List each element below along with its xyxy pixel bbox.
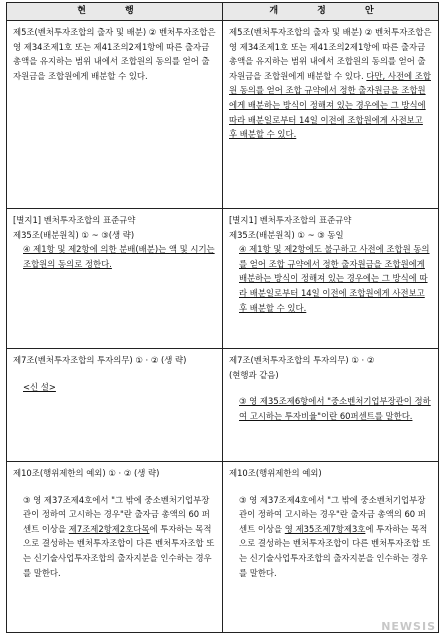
row4-revised-body: [229, 493, 433, 581]
row4-revised-body-b: 에 투자하는 목적으로 결성하는 벤처투자조합이 다른 벤처투자조합 또는 신기술사업투자조합의 출자지분을 인수하는 경우를 말한다.: [239, 523, 431, 578]
watermark-logo: NEWSIS: [381, 620, 436, 633]
row4-current-body-amended: 제7조제2항제2호다목: [68, 523, 150, 534]
row2-current-body: ④ 제1항 및 제2항에 의한 분배(배분)는 액 및 시기는 조합원의 동의로 정한다.: [23, 244, 215, 269]
row2-current-title: [별지1] 벤처투자조합의 표준규약: [13, 215, 136, 225]
row4-revised-cell: [223, 462, 439, 633]
row3-revised-cell: [223, 349, 439, 462]
row4-current-cell: [7, 462, 223, 633]
row3-current-cell: [7, 349, 223, 462]
row2-current-sub: 제35조(배분원칙) ① ~ ③(생 략): [13, 229, 135, 240]
header-row: [7, 3, 439, 21]
row4-current-body-b: 에 투자하는 목적으로 결성하는 벤처투자조합이 다른 벤처투자조합 또는 신기술사업투자조합의 출자지분을 인수하는 경우를 말한다.: [23, 523, 215, 578]
row1-revised-amendment: 다만, 사전에 조합원 동의를 얻어 조합 규약에서 정한 출자원금을 조합원에게 배분하는 방식이 정해져 있는 경우에는 그 방식에 따라 배분일로부터 14일 이전에 조합원에게 사전보고 후 배분할 수 있다.: [229, 70, 431, 140]
row2-revised-title: [별지1] 벤처투자조합의 표준규약: [229, 215, 352, 225]
row3-revised-same: (현행과 같음): [229, 369, 279, 380]
header-revised: 개 정 안: [223, 3, 439, 21]
comparison-table: [6, 2, 439, 633]
row3-current-title: 제7조(벤처투자조합의 투자의무) ① · ② (생 략): [13, 355, 187, 365]
row4-revised-body-amended: 영 제35조제7항제3호: [284, 523, 366, 534]
table-row: [7, 209, 439, 349]
table-row: [7, 349, 439, 462]
row1-revised-cell: [223, 21, 439, 209]
row4-revised-title: 제10조(행위제한의 예외): [229, 468, 322, 478]
row3-current-new: <신 설>: [23, 381, 56, 392]
row2-revised-cell: [223, 209, 439, 349]
row4-current-title: 제10조(행위제한의 예외) ① · ② (생 략): [13, 468, 160, 478]
table-row: [7, 462, 439, 633]
row4-current-body: [13, 493, 217, 581]
row2-revised-body: ④ 제1항 및 제2항에도 불구하고 사전에 조합원 동의를 얻어 조합 규약에서 정한 출자원금을 조합원에게 배분하는 방식이 정해져 있는 경우에는 그 방식에 따라 배분일로부터 14일 이전에 조합원에게 사전보고 후 배분할 수 있다.: [239, 244, 430, 313]
row2-current-cell: [7, 209, 223, 349]
row3-revised-body: ③ 영 제35조제6항에서 "중소벤처기업부장관이 정하여 고시하는 투자비율"이란 60퍼센트를 말한다.: [239, 396, 431, 421]
row1-revised-text: 제5조(벤처투자조합의 출자 및 배분) ② 벤처투자조합은 영 제34조제1호 또는 제41조의2제1항에 따른 출자금 총액을 유지하는 범위 내에서 조합원의 동의를 얻어 출자원금을 조합원에게 배분할 수 있다.: [229, 27, 432, 81]
row4-current-body-a: ③ 영 제37조제4호에서 "그 밖에 중소벤처기업부장관이 정하여 고시하는 경우"란 출자금 총액의 60 퍼센트 이상을: [23, 494, 210, 534]
row2-revised-sub: 제35조(배분원칙) ① ~ ③ 동일: [229, 229, 344, 240]
row3-revised-title: 제7조(벤처투자조합의 투자의무) ① · ②: [229, 355, 375, 365]
table-row: [7, 21, 439, 209]
row4-revised-body-a: ③ 영 제37조제4호에서 "그 밖에 중소벤처기업부장관이 정하여 고시하는 경우"란 출자금 총액의 60 퍼센트 이상을: [239, 494, 426, 534]
row1-current-cell: [7, 21, 223, 209]
row1-current-text: 제5조(벤처투자조합의 출자 및 배분) ② 벤처투자조합은 영 제34조제1호 또는 제41조의2제1항에 따른 출자금 총액을 유지하는 범위 내에서 조합원의 동의를 얻어 출자원금을 조합원에게 배분할 수 있다.: [13, 27, 216, 81]
header-current: 현 행: [7, 3, 223, 21]
